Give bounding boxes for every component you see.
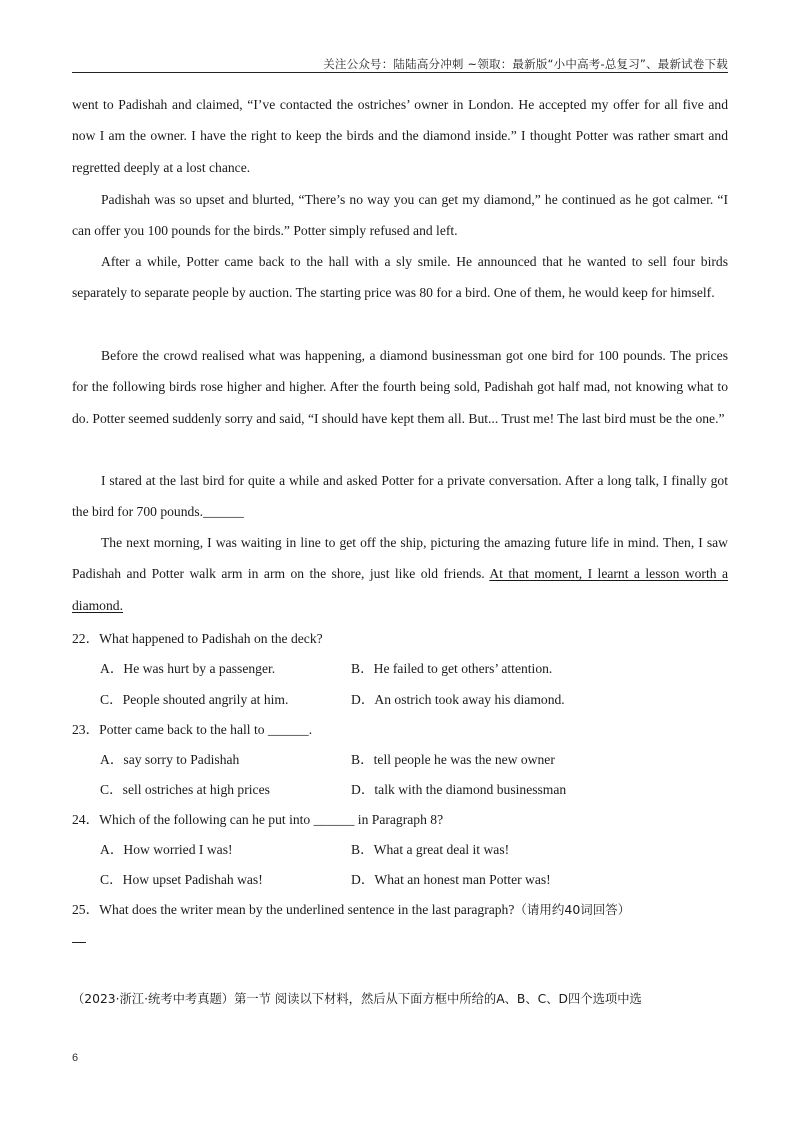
question-22-option-a[interactable]: A．He was hurt by a passenger. (100, 661, 276, 676)
question-25-text: 25．What does the writer mean by the underlined sentence in the last paragraph? (72, 902, 515, 917)
passage-paragraph-1: went to Padishah and claimed, “I’ve contacted the ostriches’ owner in London. He accepted my offer for all five and now I am the owner. I have the right to keep the birds and the diamond inside.” I thought Potter was rather smart and regretted deeply at a lost chance. (72, 97, 728, 175)
answer-blank-line[interactable] (72, 942, 86, 943)
header-promo-text: 关注公众号：陆陆高分冲刺 ~领取：最新版“小中高考-总复习”、最新试卷下载 (323, 57, 728, 71)
question-24-option-c[interactable]: C．How upset Padishah was! (100, 872, 263, 887)
question-22-option-d[interactable]: D．An ostrich took away his diamond. (351, 692, 565, 707)
question-22-stem: 22．What happened to Padishah on the deck? (72, 631, 323, 646)
question-23-option-c[interactable]: C．sell ostriches at high prices (100, 782, 270, 797)
question-23-stem: 23．Potter came back to the hall to ______. (72, 722, 313, 737)
question-22-option-c[interactable]: C．People shouted angrily at him. (100, 692, 289, 707)
question-23-option-d[interactable]: D．talk with the diamond businessman (351, 782, 567, 797)
passage-paragraph-3: After a while, Potter came back to the hall with a sly smile. He announced that he wanted to sell four birds separately to separate people by auction. The starting price was 80 for a bird. One of them, he would keep for himself. (72, 254, 728, 301)
passage-paragraph-6 (72, 527, 728, 621)
paragraph-6-text: The next morning, I was waiting in line to get off the ship, picturing the amazing future life in mind. Then, I saw Padishah and Potter walk arm in arm on the shore, just like old friends. (72, 535, 728, 582)
passage-paragraph-5: I stared at the last bird for quite a while and asked Potter for a private conversation. After a long talk, I finally got the bird for 700 pounds.______ (72, 473, 728, 520)
question-24-stem: 24．Which of the following can he put into ______ in Paragraph 8? (72, 812, 444, 827)
header-rule (72, 72, 728, 73)
question-22-option-b[interactable]: B．He failed to get others’ attention. (351, 661, 553, 676)
next-section-intro: （2023·浙江·统考中考真题）第一节 阅读以下材料，然后从下面方框中所给的A、B、C、D四个选项中选 (72, 992, 642, 1006)
passage-paragraph-4: Before the crowd realised what was happening, a diamond businessman got one bird for 100 pounds. The prices for the following birds rose higher and higher. After the fourth being sold, Padishah got half mad, not knowing what to do. Potter seemed suddenly sorry and said, “I should have kept them all. But... Trust me! The last bird must be the one.” (72, 348, 728, 426)
passage-paragraph-2: Padishah was so upset and blurted, “There’s no way you can get my diamond,” he continued as he got calmer. “I can offer you 100 pounds for the birds.” Potter simply refused and left. (72, 192, 728, 239)
question-23-option-b[interactable]: B．tell people he was the new owner (351, 752, 555, 767)
question-25-stem (72, 898, 630, 918)
question-25-note: （请用约40词回答） (514, 902, 631, 917)
question-24-option-b[interactable]: B．What a great deal it was! (351, 842, 510, 857)
underlined-sentence: At that moment, I learnt a lesson worth a diamond. (72, 566, 728, 613)
question-24-option-a[interactable]: A．How worried I was! (100, 842, 233, 857)
question-24-option-d[interactable]: D．What an honest man Potter was! (351, 872, 551, 887)
question-23-option-a[interactable]: A．say sorry to Padishah (100, 752, 240, 767)
page-number: 6 (72, 1052, 79, 1064)
